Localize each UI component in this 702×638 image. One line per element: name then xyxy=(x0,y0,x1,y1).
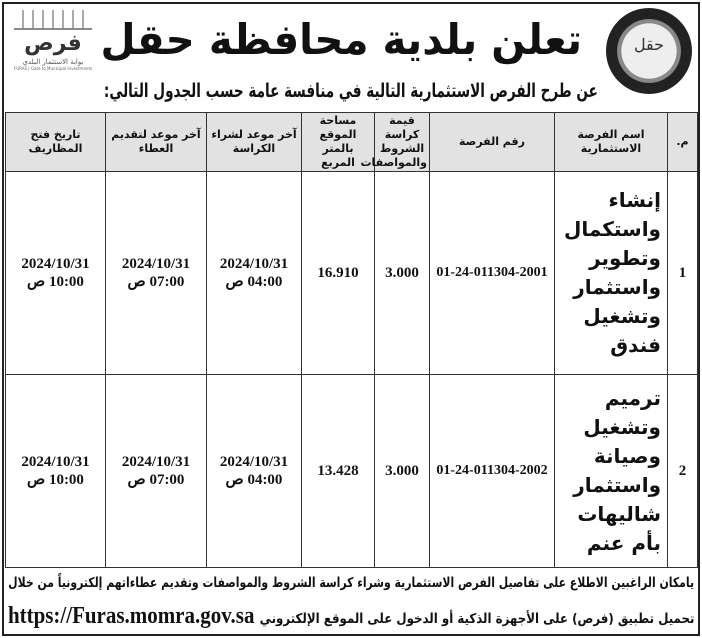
page-subtitle-box xyxy=(104,76,598,106)
logo-word: فرص xyxy=(24,31,82,56)
row-number: 1 xyxy=(668,172,698,375)
opportunity-id: 01-24-011304-2002 xyxy=(430,375,555,568)
date: 2024/10/31 xyxy=(21,454,90,470)
col-header: قيمة كراسة الشروط والمواصفات xyxy=(375,113,430,172)
col-header: اسم الفرصة الاستثمارية xyxy=(555,113,668,172)
page-subtitle: عن طرح الفرص الاستثمارية التالية في منافسة عامة حسب الجدول التالي: xyxy=(104,80,598,102)
website-link[interactable]: https://Furas.momra.gov.sa xyxy=(7,603,255,629)
table-header-row xyxy=(6,113,698,172)
date: 2024/10/31 xyxy=(21,256,90,272)
col-header: آخر موعد لشراء الكراسة xyxy=(207,113,302,172)
logo-tagline: بوابة الاستثمار البلدي xyxy=(22,58,84,66)
footer-line-1-box xyxy=(8,572,694,594)
skyline-icon xyxy=(14,10,92,30)
booklet-fee: 3.000 xyxy=(375,172,430,375)
site-area: 16.910 xyxy=(302,172,375,375)
opportunities-table xyxy=(5,112,698,568)
col-header: مساحة الموقع بالمتر المربع xyxy=(302,113,375,172)
envelope-opening xyxy=(6,172,106,375)
footer-line-1: يامكان الراغبين الاطلاع على تفاصيل الفرص الاستثمارية وشراء كراسة الشروط والمواصفات وتقديم عطاءاتهم إلكترونياً من خلال xyxy=(8,575,694,591)
col-header: رقم الفرصة xyxy=(430,113,555,172)
date: 2024/10/31 xyxy=(121,256,191,272)
time: 10:00 ص xyxy=(27,274,84,290)
opportunity-name: ترميم وتشغيل وصيانة واستثمار شاليهات بأم عنم xyxy=(555,375,668,568)
date: 2024/10/31 xyxy=(219,454,289,470)
page-title-box xyxy=(100,12,592,68)
row-number: 2 xyxy=(668,375,698,568)
seal-text: حقل xyxy=(633,34,665,54)
col-header: تاريخ فتح المظاريف xyxy=(6,113,106,172)
time: 07:00 ص xyxy=(127,274,185,290)
time: 07:00 ص xyxy=(127,472,185,488)
footer-note xyxy=(8,572,694,632)
furas-logo xyxy=(8,10,98,71)
col-header: م. xyxy=(668,113,698,172)
date: 2024/10/31 xyxy=(121,454,191,470)
opportunity-id: 01-24-011304-2001 xyxy=(430,172,555,375)
date: 2024/10/31 xyxy=(219,256,289,272)
footer-line-2-text: تحميل تطبيق (فرص) على الأجهزة الذكية أو الدخول على الموقع الإلكتروني xyxy=(259,611,694,627)
table-row xyxy=(6,375,698,568)
logo-tagline-en: FURAS | Gate to Municipal Investments xyxy=(13,66,93,71)
time: 04:00 ص xyxy=(225,472,283,488)
time: 10:00 ص xyxy=(27,472,84,488)
col-header: آخر موعد لتقديم العطاء xyxy=(106,113,207,172)
submit-deadline xyxy=(106,375,207,568)
booklet-fee: 3.000 xyxy=(375,375,430,568)
municipality-seal xyxy=(606,8,692,94)
submit-deadline xyxy=(106,172,207,375)
table-row xyxy=(6,172,698,375)
site-area: 13.428 xyxy=(302,375,375,568)
footer-line-2 xyxy=(8,600,694,632)
time: 04:00 ص xyxy=(225,274,283,290)
opportunity-name: إنشاء واستكمال وتطوير واستثمار وتشغيل فندق xyxy=(555,172,668,375)
buy-deadline xyxy=(207,375,302,568)
buy-deadline xyxy=(207,172,302,375)
footer-line-2-inner xyxy=(8,600,694,635)
page-title: تعلن بلدية محافظة حقل xyxy=(100,15,583,64)
envelope-opening xyxy=(6,375,106,568)
